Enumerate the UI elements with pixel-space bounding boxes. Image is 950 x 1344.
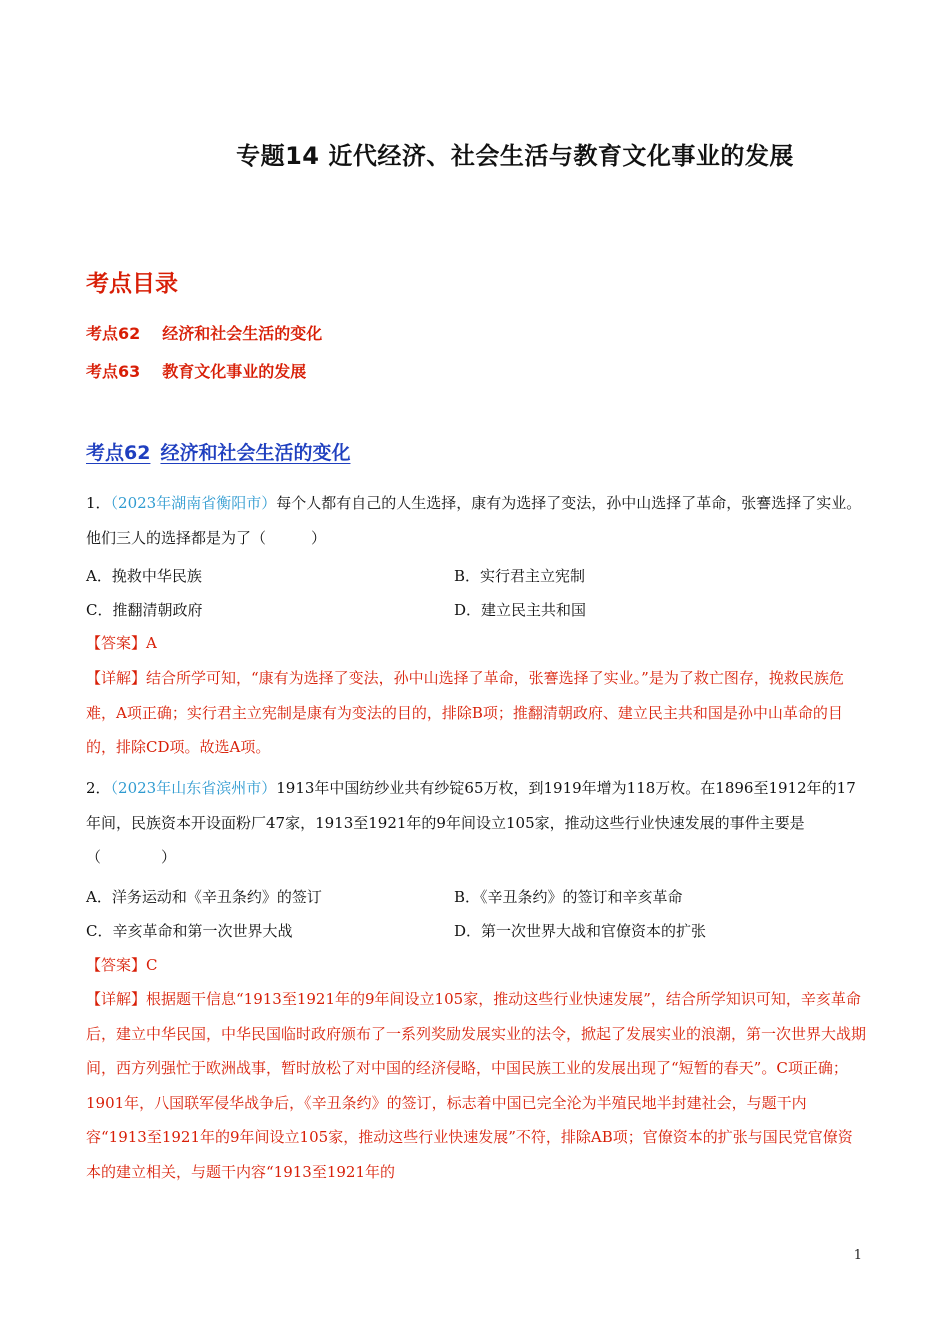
toc-heading: 考点目录 <box>86 271 178 297</box>
option-a: A．挽救中华民族 <box>86 567 202 585</box>
question-1-stem <box>86 486 866 555</box>
section-label: 经济和社会生活的变化 <box>160 442 351 464</box>
question-text: 每个人都有自己的人生选择，康有为选择了变法，孙中山选择了革命，张謇选择了实业。他们三人的选择都是为了（ ） <box>86 494 862 547</box>
option-d: D．建立民主共和国 <box>454 601 587 619</box>
section-number: 考点62 <box>86 442 151 464</box>
question-1-answer: 【答案】A <box>86 634 157 652</box>
question-2-stem <box>86 771 866 875</box>
question-2-explanation: 【详解】根据题干信息“1913至1921年的9年间设立105家，推动这些行业快速发展”，结合所学知识可知，辛亥革命后，建立中华民国，中华民国临时政府颁布了一系列奖励发展实业的法令，掀起了发展实业的浪潮，第一次世界大战期间，西方列强忙于欧洲战事，暂时放松了对中国的经济侵略，中国民族工业的发展出现了“短暂的春天”。C项正确；1901年，八国联军侵华战争后，《辛丑条约》的签订，标志着中国已完全沦为半殖民地半封建社会，与题干内容“1913至1921年的9年间设立105家，推动这些行业快速发展”不符，排除AB项；官僚资本的扩张与国民党官僚资本的建立相关，与题干内容“1913至1921年的 <box>86 990 867 1181</box>
option-d: D．第一次世界大战和官僚资本的扩张 <box>454 922 707 940</box>
toc-item-label: 经济和社会生活的变化 <box>162 324 323 343</box>
question-source: （2023年湖南省衡阳市） <box>110 494 277 512</box>
toc-item[interactable] <box>86 359 306 382</box>
question-2-answer: 【答案】C <box>86 956 158 974</box>
document-title: 专题14 近代经济、社会生活与教育文化事业的发展 <box>236 142 794 170</box>
toc-item-number: 考点62 <box>86 324 141 343</box>
option-c: C．辛亥革命和第一次世界大战 <box>86 922 293 940</box>
question-number: 2． <box>86 779 111 797</box>
toc-item[interactable] <box>86 321 322 344</box>
option-a: A．洋务运动和《辛丑条约》的签订 <box>86 888 322 906</box>
option-c: C．推翻清朝政府 <box>86 601 203 619</box>
question-text: 1913年中国纺纱业共有纱锭65万枚，到1919年增为118万枚。在1896至1912年的17年间，民族资本开设面粉厂47家，1913至1921年的9年间设立105家，推动这些行业快速发展的事件主要是（ ） <box>86 779 856 866</box>
page-number: 1 <box>853 1248 862 1263</box>
section-heading-link[interactable] <box>86 438 350 465</box>
option-b: B．实行君主立宪制 <box>454 567 586 585</box>
question-number: 1． <box>86 494 111 512</box>
option-b: B．《辛丑条约》的签订和辛亥革命 <box>454 888 683 906</box>
toc-item-label: 教育文化事业的发展 <box>162 362 307 381</box>
question-source: （2023年山东省滨州市） <box>110 779 277 797</box>
toc-item-number: 考点63 <box>86 362 141 381</box>
question-1-explanation: 【详解】结合所学可知，“康有为选择了变法，孙中山选择了革命，张謇选择了实业。”是为了救亡图存，挽救民族危难，A项正确；实行君主立宪制是康有为变法的目的，排除B项；推翻清朝政府、建立民主共和国是孙中山革命的目的，排除CD项。故选A项。 <box>86 669 844 756</box>
